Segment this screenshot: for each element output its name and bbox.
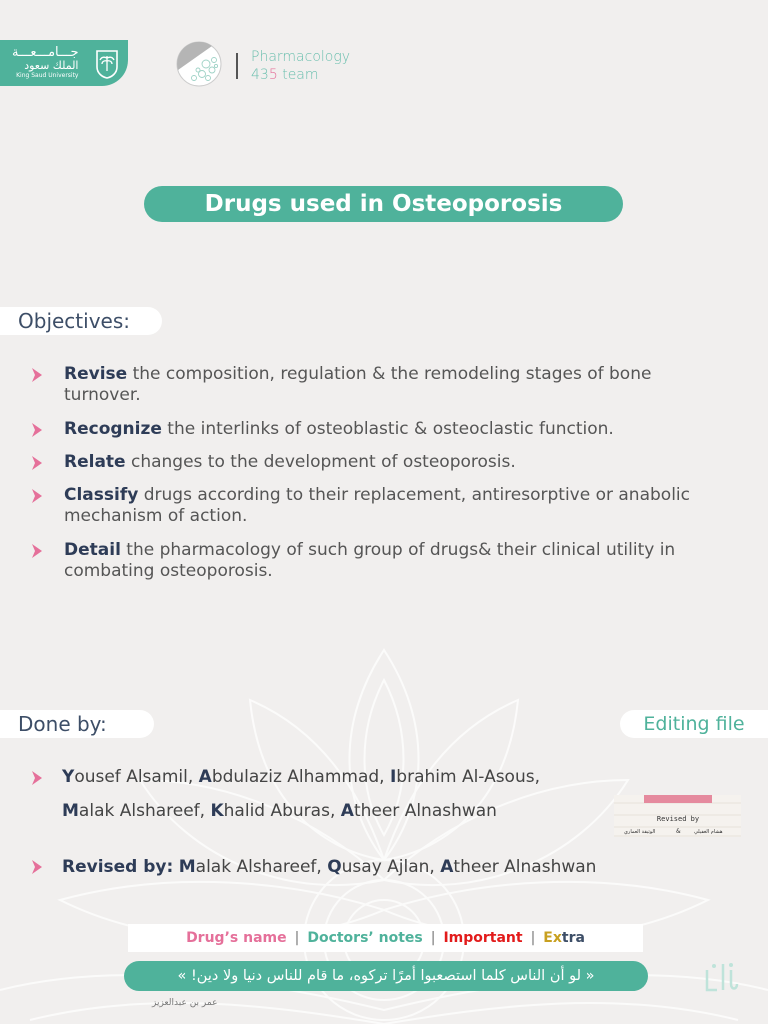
- chevron-bullet-icon: [30, 455, 44, 471]
- chevron-bullet-icon: [30, 488, 44, 504]
- legend-separator: |: [530, 930, 536, 946]
- revised-by-stamp: [614, 795, 741, 837]
- stamp-name2: الوثيقة العماري: [624, 829, 656, 835]
- objective-text: the interlinks of osteoblastic & osteoclastic function.: [161, 419, 614, 439]
- objective-verb: Detail: [64, 540, 121, 560]
- name-initial: A: [440, 857, 454, 877]
- revised-by-label: Revised by:: [62, 857, 174, 877]
- chevron-bullet-icon: [30, 367, 44, 383]
- team-name: [251, 48, 350, 84]
- arabic-quote: « لو أن الناس كلما استصعبوا أمرًا تركوه، ما قام للناس دنيا ولا دين! »: [124, 961, 648, 991]
- legend-extra-part2: tra: [561, 930, 585, 946]
- university-arabic-line2: الملك سعود: [24, 59, 79, 72]
- objective-item: [64, 540, 704, 582]
- page-title: Drugs used in Osteoporosis: [144, 186, 623, 222]
- stamp-name1: هشام الغفيلي: [694, 829, 723, 835]
- chevron-bullet-icon: [30, 770, 44, 786]
- name-rest: theer Alnashwan: [453, 857, 597, 877]
- objective-text: the composition, regulation & the remodeling stages of bone turnover.: [64, 364, 652, 405]
- name-initial: A: [340, 801, 354, 821]
- name-rest: halid Aburas,: [223, 801, 341, 821]
- objective-verb: Relate: [64, 452, 126, 472]
- chevron-bullet-icon: [30, 543, 44, 559]
- chevron-bullet-icon: [30, 422, 44, 438]
- name-initial: M: [178, 857, 196, 877]
- team-divider: [236, 53, 238, 79]
- name-initial: A: [198, 767, 212, 787]
- stamp-and: &: [676, 828, 681, 835]
- quote-author: عمر بن عبدالعزيز: [152, 998, 218, 1008]
- name-rest: alak Alshareef,: [195, 857, 328, 877]
- name-initial: Q: [327, 857, 342, 877]
- objective-verb: Recognize: [64, 419, 162, 439]
- name-initial: K: [210, 801, 224, 821]
- pharmacology-team-pill-logo: [172, 40, 226, 88]
- name-rest: theer Alnashwan: [353, 801, 497, 821]
- name-rest: ousef Alsamil,: [74, 767, 199, 787]
- name-rest: usay Ajlan,: [341, 857, 441, 877]
- legend-separator: |: [294, 930, 300, 946]
- objective-item: [64, 452, 704, 473]
- name-rest: alak Alshareef,: [78, 801, 211, 821]
- team-number-highlight: 5: [268, 67, 278, 83]
- revised-by-line: [62, 857, 596, 878]
- objective-text: changes to the development of osteoporosis.: [125, 452, 516, 472]
- team-number-prefix: 43: [251, 67, 269, 83]
- team-corner-logo-icon: [703, 960, 741, 994]
- stamp-label: Revised by: [656, 815, 700, 823]
- color-legend: [128, 924, 643, 952]
- legend-drugs-name: Drug’s name: [186, 930, 287, 946]
- team-line1: Pharmacology: [251, 49, 351, 65]
- done-by-heading: Done by:: [0, 710, 154, 738]
- legend-separator: |: [430, 930, 436, 946]
- editing-file-link[interactable]: Editing file: [620, 710, 768, 738]
- name-initial: I: [389, 767, 397, 787]
- authors-line1: [62, 767, 540, 788]
- name-rest: brahim Al-Asous,: [396, 767, 540, 787]
- name-initial: M: [62, 801, 79, 821]
- king-saud-university-logo: [0, 40, 128, 86]
- objective-text: drugs according to their replacement, antiresorptive or anabolic mechanism of action.: [64, 485, 690, 526]
- legend-doctors-notes: Doctors’ notes: [307, 930, 423, 946]
- objective-verb: Classify: [64, 485, 139, 505]
- objective-verb: Revise: [64, 364, 128, 384]
- palm-emblem-icon: [94, 47, 120, 79]
- legend-extra: [543, 930, 585, 946]
- name-rest: bdulaziz Alhammad,: [211, 767, 390, 787]
- legend-extra-part1: Ex: [543, 930, 562, 946]
- legend-important: Important: [443, 930, 523, 946]
- objective-item: [64, 485, 704, 527]
- objective-item: [64, 419, 704, 440]
- objective-text: the pharmacology of such group of drugs& their clinical utility in combating osteoporosis.: [64, 540, 676, 581]
- university-arabic-line1: جـــامـــعـــة: [12, 45, 79, 60]
- objective-item: [64, 364, 704, 406]
- objectives-heading: Objectives:: [0, 307, 162, 335]
- authors-line2: [62, 801, 497, 822]
- chevron-bullet-icon: [30, 859, 44, 875]
- team-line2: [251, 66, 350, 84]
- university-english-name: King Saud University: [16, 72, 79, 79]
- team-suffix: team: [277, 67, 319, 83]
- name-initial: Y: [62, 767, 75, 787]
